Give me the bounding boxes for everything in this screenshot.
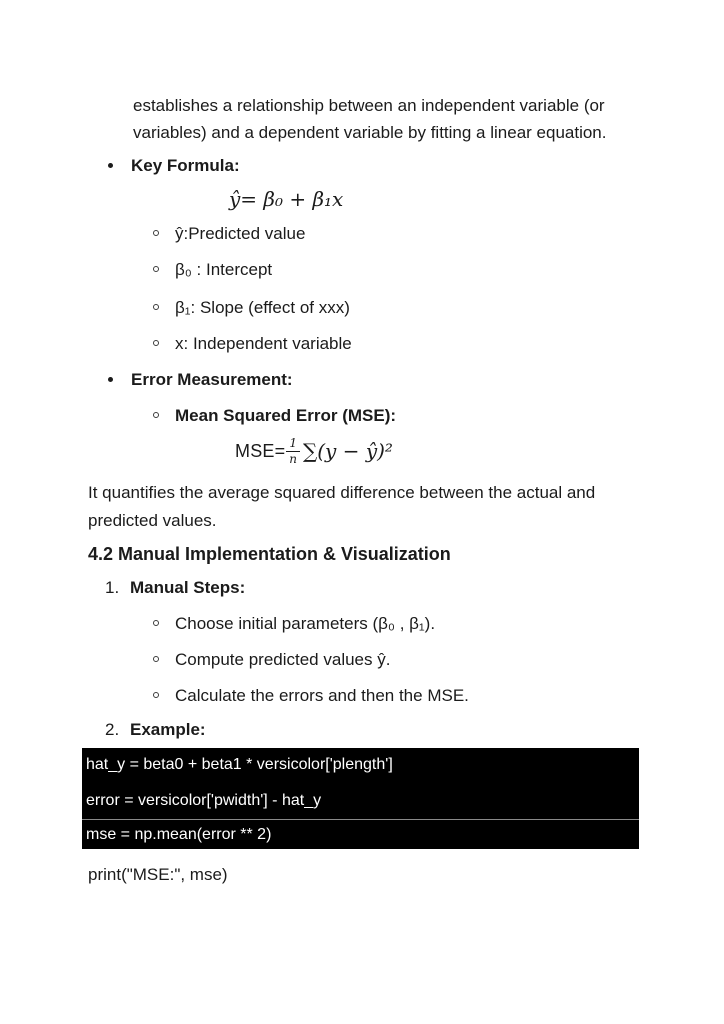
list-number: 2. xyxy=(105,720,120,739)
list-item-compute-predicted xyxy=(153,647,724,673)
mse-formula-fraction xyxy=(286,437,300,466)
intro-paragraph: establishes a relationship between an independent variable (or variables) and a dependent variable by fitting a linear equation. xyxy=(133,96,607,142)
numbered-item-example xyxy=(105,717,724,743)
circle-bullet-icon xyxy=(153,656,159,662)
numbered-item-manual-steps xyxy=(105,575,724,601)
list-item-intercept xyxy=(153,257,724,283)
list-item-label: Choose initial parameters (β₀ , β₁). xyxy=(175,614,436,633)
linear-regression-formula: ŷ= β₀ + β₁x xyxy=(229,187,344,211)
code-group-2 xyxy=(82,819,639,849)
mse-formula-body: ∑(y − ŷ)² xyxy=(302,439,393,463)
example-label: Example: xyxy=(130,720,206,739)
circle-bullet-icon xyxy=(153,230,159,236)
fraction-denominator: n xyxy=(289,451,298,466)
mse-formula xyxy=(235,429,724,473)
code-group-1 xyxy=(82,748,639,819)
code-block xyxy=(82,748,639,849)
mse-explanation-paragraph: It quantifies the average squared difference between the actual and predicted values. xyxy=(88,483,596,530)
list-item-label: ŷ:Predicted value xyxy=(175,224,306,243)
list-item-label: Calculate the errors and then the MSE. xyxy=(175,686,469,705)
circle-bullet-icon xyxy=(153,266,159,272)
bullet-mse xyxy=(153,403,724,429)
mse-label: Mean Squared Error (MSE): xyxy=(175,406,397,425)
list-number: 1. xyxy=(105,578,120,597)
list-item-label: Compute predicted values ŷ. xyxy=(175,650,391,669)
circle-bullet-icon xyxy=(153,620,159,626)
list-item-predicted-value xyxy=(153,221,724,247)
manual-steps-label: Manual Steps: xyxy=(130,578,246,597)
circle-bullet-icon xyxy=(153,412,159,418)
list-item-calculate-errors xyxy=(153,683,724,709)
circle-bullet-icon xyxy=(153,340,159,346)
mse-formula-prefix: MSE= xyxy=(235,440,286,461)
fraction-numerator: 1 xyxy=(286,437,300,452)
code-line-mse: mse = np.mean(error ** 2) xyxy=(86,826,272,843)
code-line-hat-y: hat_y = beta0 + beta1 * versicolor['plength'] xyxy=(86,756,393,773)
list-item-slope xyxy=(153,295,724,321)
list-item-label: x: Independent variable xyxy=(175,334,352,353)
code-line-error: error = versicolor['pwidth'] - hat_y xyxy=(86,792,322,809)
bullet-error-measurement xyxy=(108,367,724,393)
section-heading: 4.2 Manual Implementation & Visualization xyxy=(88,544,451,564)
key-formula-label: Key Formula: xyxy=(131,156,240,175)
list-item-label: β₀ : Intercept xyxy=(175,260,273,279)
circle-bullet-icon xyxy=(153,692,159,698)
circle-bullet-icon xyxy=(153,304,159,310)
bullet-key-formula xyxy=(108,153,724,179)
print-statement-line: print("MSE:", mse) xyxy=(88,865,228,884)
bullet-dot-icon xyxy=(108,377,113,382)
error-measurement-label: Error Measurement: xyxy=(131,370,293,389)
bullet-dot-icon xyxy=(108,163,113,168)
list-item-choose-parameters xyxy=(153,611,724,637)
list-item-independent-variable xyxy=(153,331,724,357)
list-item-label: β₁: Slope (effect of xxx) xyxy=(175,298,350,317)
